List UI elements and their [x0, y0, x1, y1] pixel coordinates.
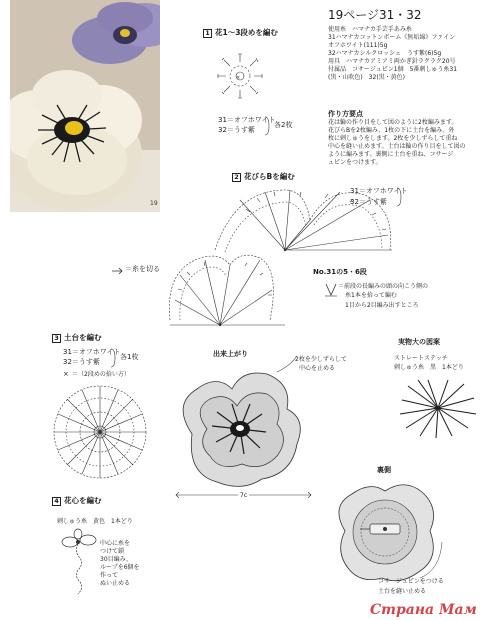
section-3-number: 3: [52, 334, 61, 343]
svg-text:×: ×: [236, 75, 241, 81]
section-4-note-line: 30目編み、: [100, 556, 132, 563]
section-3-legend: ＝（2段めの拾い方）: [72, 371, 130, 378]
section-1-title: [203, 28, 278, 38]
section-3-yarn-31: 31＝オフホワイト: [63, 348, 121, 356]
finished-width: 7c: [240, 492, 248, 499]
materials-line: 32ハマナカシルクロッシェ うす紫(6)5g: [328, 50, 442, 57]
section-3-legend-symbol: ×: [63, 370, 69, 378]
back-note-leader: [420, 540, 450, 580]
finished-note: 2枚を少しずらして: [295, 356, 347, 363]
back-title: 裏側: [377, 466, 391, 474]
back-bottom-note: 土台を縫い止める: [378, 588, 427, 595]
section-1-yarn-31: 31＝オフホワイト: [218, 116, 276, 124]
section-2-note-title: No.31の5・6段: [313, 268, 367, 276]
instructions-line: ように編みます。裏側に土台を重ね、コサージ: [328, 151, 454, 158]
section-2-note-line: 糸1本を拾って編む: [345, 292, 397, 299]
section-4-note-line: ループを6個を: [100, 564, 140, 571]
thread-cut-label: ＝糸を切る: [125, 265, 160, 273]
section-2-yarn-31: 31＝オフホワイト: [350, 187, 408, 195]
watermark-text: Страна Мам: [370, 602, 477, 618]
straight-stitch-pattern: [398, 378, 478, 438]
petal-chart-diagram: [160, 180, 410, 340]
section-4-note-line: 作って: [100, 572, 119, 579]
materials-list: [328, 26, 498, 82]
pansy-photo: [10, 0, 160, 212]
v-stitch-symbol: [325, 283, 337, 297]
back-pin-note: コサージュピンをつける: [378, 578, 444, 585]
page-header-title: 19ページ31・32: [328, 8, 422, 22]
section-4-title: [52, 496, 102, 506]
materials-line: オフホワイト(111)5g: [328, 42, 388, 49]
base-circle-diagram: [50, 382, 150, 482]
section-4-note-line: 中心に糸を: [100, 540, 131, 547]
section-2-note-line: 1目から2目編み出すところ: [345, 302, 419, 309]
section-1-title-text: 花1〜3段めを編む: [215, 28, 278, 37]
section-4-number: 4: [52, 497, 61, 506]
section-4-notes: [100, 540, 140, 588]
instructions-heading: 作り方要点: [328, 110, 363, 118]
section-4-yarn: 刺しゅう糸 黄色 1本どり: [57, 518, 133, 525]
section-3-count: 各1枚: [120, 353, 139, 361]
instructions-line: 花は輪の作り目をして図のように2枚編みます。: [328, 119, 458, 126]
section-4-note-line: ぬい止める: [100, 580, 131, 587]
instructions-line: 枚に刺しゅうをします。2枚を少しずらして重ね: [328, 135, 458, 142]
actual-size-stitch: ストレートステッチ: [394, 355, 448, 362]
section-4-note-line: つけて鎖: [100, 548, 125, 555]
flower-center-loop-diagram: [60, 528, 100, 598]
materials-line: 使用糸 ハマナカ手芸手あみ糸: [328, 26, 412, 33]
section-2-note-line: ＝前段の長編みの頭の向こう側の: [338, 283, 429, 290]
pansy-photo-illustration: [10, 0, 160, 212]
instructions-line: 中心を縫い止めます。土台は輪の作り目をして図の: [328, 143, 466, 150]
finished-pansy-drawing: [172, 364, 312, 494]
section-2-title-text: 花びらBを編む: [244, 172, 295, 181]
photo-page-tag: 19: [150, 200, 158, 207]
finished-note: 中心を止める: [299, 365, 336, 372]
section-3-title: [52, 333, 102, 343]
finished-title: 出来上がり: [213, 350, 248, 358]
section-2-yarn-32: 32＝うす紫: [350, 198, 387, 206]
materials-line: (黒・山吹色) 32(黒・黄色): [328, 74, 405, 81]
section-1-brace: [264, 116, 272, 136]
actual-size-thread: 刺しゅう糸 黒 1本どり: [394, 364, 464, 371]
materials-line: 付属品 コサージュピン1個 5番刺しゅう糸31: [328, 66, 458, 73]
section-2-number: 2: [232, 173, 241, 182]
section-3-title-text: 土台を編む: [64, 333, 102, 342]
instructions-line: ュピンをつけます。: [328, 159, 382, 166]
watermark: [370, 602, 477, 618]
actual-size-title: 実物大の図案: [398, 338, 440, 346]
section-1-count: 各2枚: [274, 121, 293, 129]
section-3-yarn-32: 32＝うす紫: [63, 358, 100, 366]
materials-line: 用具 ハマナカアミアミ両かぎ針ラクラク20号: [328, 58, 456, 65]
flower-center-diagram: [212, 48, 272, 108]
thread-cut-symbol: [112, 268, 124, 274]
instructions-line: 花びらBを2枚編み、1枚の下に土台を編み、外: [328, 127, 455, 134]
section-4-title-text: 花心を編む: [64, 496, 102, 505]
section-1-number: 1: [203, 29, 212, 38]
instructions-block: [328, 110, 498, 167]
materials-line: 31ハマナカコットンボーム《無垢綿》ファイン: [328, 34, 456, 41]
section-1-yarn-32: 32＝うす紫: [218, 126, 255, 134]
section-3-brace: [110, 348, 118, 368]
